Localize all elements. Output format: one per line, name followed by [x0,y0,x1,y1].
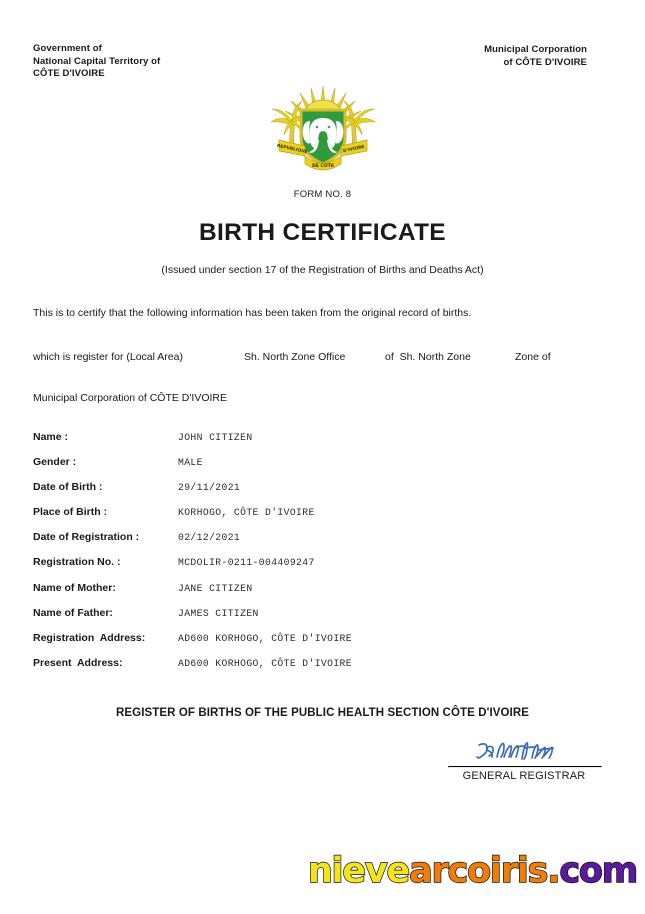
field-row [33,657,593,682]
field-value-date-of-registration: 02/12/2021 [178,532,241,544]
form-number: FORM NO. 8 [293,189,352,200]
signature-block [448,738,600,782]
ribbon-text-bottom: DE COTE [311,164,334,169]
field-value-date-of-birth: 29/11/2021 [178,482,241,494]
page-title: BIRTH CERTIFICATE [199,219,446,246]
field-label-present-address: Present Address: [33,656,123,669]
field-label-date-of-birth: Date of Birth : [33,481,103,494]
field-label-gender: Gender : [33,456,77,469]
ribbon-text-left: REPUBLIQUE [275,143,308,156]
field-row [33,582,593,607]
government-header-line-3: CÔTE D'IVOIRE [33,68,105,80]
field-row [33,456,593,481]
field-value-name: JOHN CITIZEN [178,432,253,443]
field-label-name: Name : [33,431,69,443]
signature-icon [448,738,600,766]
title-subtitle: (Issued under section 17 of the Registration of Births and Deaths Act) [161,264,484,276]
ribbon-text-right: D'IVOIRE [342,144,365,155]
municipal-header-line-2: of CÔTE D'IVOIRE [503,56,587,68]
coat-of-arms-icon [261,80,385,172]
field-value-name-of-mother: JANE CITIZEN [178,582,253,594]
watermark-part-2: arcoiris. [409,851,560,891]
field-row [33,531,593,556]
field-row [33,506,593,531]
field-label-registration-address: Registration Address: [33,631,146,644]
register-of-births-footer: REGISTER OF BIRTHS OF THE PUBLIC HEALTH SECTION CÔTE D'IVOIRE [115,707,530,719]
watermark [308,849,637,893]
field-value-name-of-father: JAMES CITIZEN [178,607,259,619]
municipal-header [484,44,587,69]
registration-area-row [33,351,613,365]
general-registrar-caption: GENERAL REGISTRAR [462,770,586,782]
field-row [33,556,593,581]
field-row [33,431,593,456]
field-row [33,632,593,657]
register-zone-value: of Sh. North Zone [385,351,471,363]
municipal-corporation-line: Municipal Corporation of CÔTE D'IVOIRE [33,392,227,404]
government-header-line-1: Government of [33,43,102,54]
register-zone-of-label: Zone of [515,351,551,363]
register-office-value: Sh. North Zone Office [244,351,346,363]
municipal-header-line-1: Municipal Corporation [484,44,587,55]
field-label-place-of-birth: Place of Birth : [33,506,108,519]
field-row [33,481,593,506]
watermark-part-1: nieve [307,851,410,891]
field-value-gender: MALE [178,457,203,469]
government-header-line-2: National Capital Territory of [33,55,161,67]
field-value-place-of-birth: KORHOGO, CÔTE D'IVOIRE [178,507,315,519]
field-row [33,607,593,632]
register-local-area-label: which is register for (Local Area) [33,351,183,363]
certificate-fields [33,431,593,682]
field-label-name-of-father: Name of Father: [33,606,113,619]
watermark-part-3: com [559,851,637,891]
field-label-name-of-mother: Name of Mother: [33,581,116,594]
field-value-registration-address: AD600 KORHOGO, CÔTE D'IVOIRE [178,632,352,644]
field-value-present-address: AD600 KORHOGO, CÔTE D'IVOIRE [178,657,352,669]
certify-statement: This is to certify that the following information has been taken from the original record of births. [33,307,472,319]
field-value-registration-no: MCDOLIR-0211-004409247 [178,557,315,569]
government-header [33,43,160,81]
field-label-registration-no: Registration No. : [33,556,121,569]
field-label-date-of-registration: Date of Registration : [33,531,140,544]
